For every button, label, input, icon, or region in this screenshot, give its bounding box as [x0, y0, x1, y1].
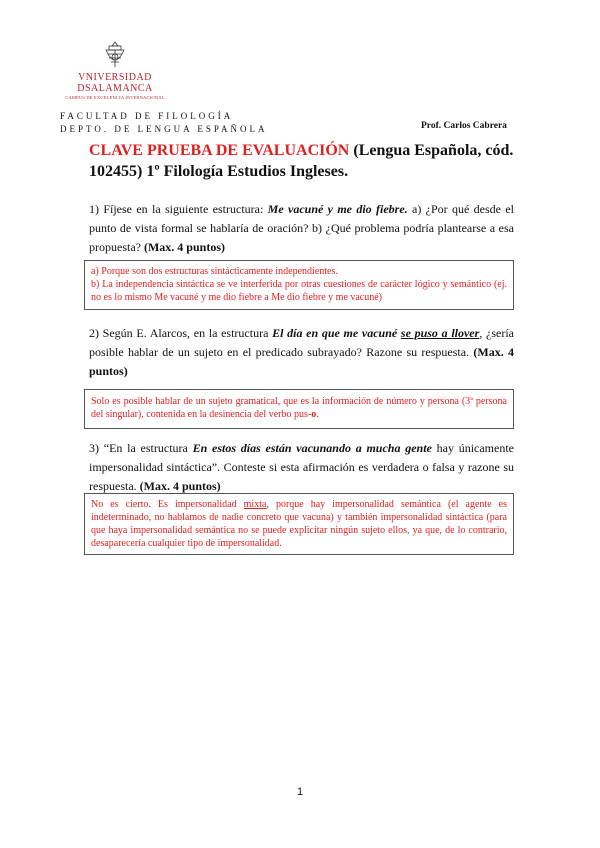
- question-3: [89, 439, 514, 496]
- university-crest-icon: [100, 40, 130, 72]
- q2-answer-end: .: [316, 409, 319, 420]
- q1-points: (Max. 4 puntos): [143, 240, 225, 254]
- faculty-block: [60, 110, 268, 136]
- university-name-line2: DSALAMANCA: [77, 83, 153, 94]
- q1-answer-b: b) La independencia sintáctica se ve interferida por otras cuestiones de carácter lógico y semántico (ej. no es lo mismo Me vacuné y me dio fiebre a Me dio fiebre y me vacuné): [91, 279, 507, 303]
- q3-text-pre: 3) “En la estructura: [89, 441, 193, 455]
- university-logo: [60, 40, 170, 100]
- professor-name: Prof. Carlos Cabrera: [421, 121, 507, 131]
- answer-box-1: [84, 260, 514, 310]
- q3-answer-pre: No es cierto. Es impersonalidad: [91, 499, 244, 510]
- q3-answer-underlined: mixta: [243, 499, 267, 510]
- university-name-line1: VNIVERSIDAD: [78, 72, 152, 83]
- q2-text-pre: 2) Según E. Alarcos, en la estructura: [89, 326, 273, 340]
- university-tagline: CAMPUS DE EXCELENCIA INTERNACIONAL: [65, 95, 165, 100]
- q2-points: (Max. 4 puntos): [89, 345, 514, 378]
- q1-text-post: a) ¿Por qué desde el punto de vista formal se hablaría de oración? b) ¿Qué problema podría plantearse a esa propuesta?: [89, 202, 514, 254]
- q2-example: El día en que me vacuné: [272, 326, 401, 340]
- answer-box-3: [84, 493, 514, 555]
- q3-points: (Max. 4 puntos): [139, 479, 221, 493]
- question-1: [89, 200, 514, 257]
- q1-example: Me vacuné y me dio fiebre.: [267, 202, 408, 216]
- q1-answer-a: a) Porque son dos estructuras sintácticamente independientes.: [91, 266, 338, 277]
- title-highlight: CLAVE PRUEBA DE EVALUACIÓN: [89, 142, 350, 159]
- department-name: DEPTO. DE LENGUA ESPAÑOLA: [60, 124, 268, 134]
- document-title: [89, 140, 529, 182]
- q3-answer-post: , porque hay impersonalidad semántica (el agente es indeterminado, no hablamos de nadie concreto que vacuna) y también impersonalidad sintáctica (para que haya impersonalidad semántica no se puede explicitar ningún sujeto ellos, ya que, de lo contrario, desaparecería cualquier tipo de impersonalidad.: [91, 499, 508, 549]
- title-rest: (Lengua Española, cód. 102455) 1º Filología Estudios Ingleses.: [89, 142, 514, 180]
- q2-example-underlined: se puso a llover: [400, 326, 480, 340]
- q3-example: En estos días están vacunando a mucha gente: [192, 441, 432, 455]
- answer-box-2: [84, 389, 514, 429]
- q2-answer-text: Solo es posible hablar de un sujeto gramatical, que es la información de número y persona (3ª persona del singular), contenida en la desinencia del verbo pus-: [91, 396, 507, 420]
- q2-answer-bold: o: [311, 409, 317, 420]
- faculty-name: FACULTAD DE FILOLOGÍA: [60, 111, 234, 121]
- question-2: [89, 324, 514, 381]
- q3-text-post: hay únicamente impersonalidad sintáctica”. Conteste si esta afirmación es verdadera o falsa y razone su respuesta.: [89, 441, 515, 493]
- q1-text-pre: 1) Fíjese en la siguiente estructura:: [89, 202, 268, 216]
- q2-text-post: , ¿sería posible hablar de un sujeto en el predicado subrayado? Razone su respuesta.: [89, 326, 514, 359]
- page-number: 1: [296, 786, 304, 798]
